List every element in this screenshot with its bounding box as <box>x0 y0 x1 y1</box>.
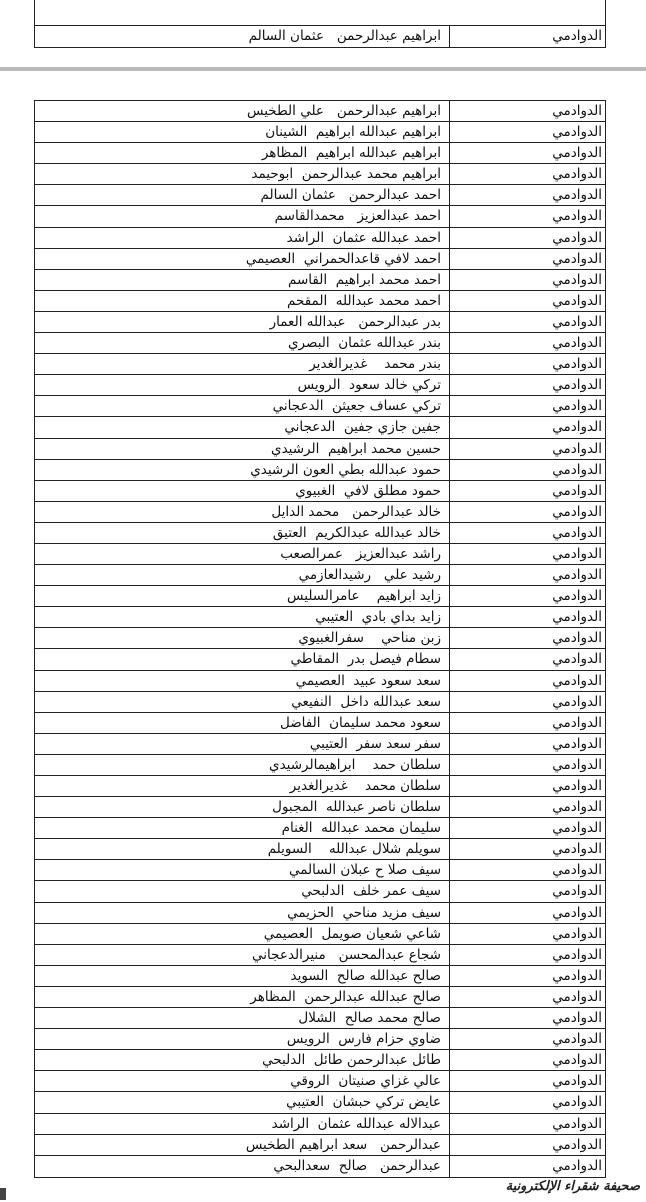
table-row <box>35 460 605 481</box>
column-divider <box>449 291 450 311</box>
name-cell: خالد عبدالرحمن محمد الدايل <box>271 503 441 520</box>
name-cell: عبدالرحمن سعد ابراهيم الطخيس <box>245 1136 441 1153</box>
table-row <box>35 206 605 227</box>
table-row <box>35 417 605 438</box>
region-cell: الدوادمي <box>552 714 602 731</box>
name-cell: سلطان محمد غديرالغدير <box>289 778 441 794</box>
table-row <box>35 1029 605 1050</box>
region-cell: الدوادمي <box>552 187 602 204</box>
column-divider <box>449 206 450 226</box>
region-cell: الدوادمي <box>552 1094 602 1111</box>
name-cell: عبدالاله عبدالله عثمان الراشد <box>271 1115 441 1132</box>
region-cell: الدوادمي <box>552 883 602 900</box>
column-divider <box>449 481 450 501</box>
region-cell: الدوادمي <box>552 503 602 520</box>
region-cell: الدوادمي <box>552 313 602 330</box>
name-cell: سليمان محمد عبدالله الغنام <box>281 820 441 837</box>
table-row <box>35 987 605 1008</box>
table-row <box>35 25 605 47</box>
table-row <box>35 607 605 628</box>
table-row <box>35 333 605 354</box>
column-divider <box>449 649 450 669</box>
column-divider <box>449 354 450 374</box>
region-cell: الدوادمي <box>552 946 602 963</box>
table-row <box>35 481 605 502</box>
column-divider <box>449 628 450 648</box>
page-separator <box>0 67 646 71</box>
region-cell: الدوادمي <box>552 398 602 415</box>
column-divider <box>449 1135 450 1155</box>
name-cell: احمد محمد عبدالله المقحم <box>287 292 441 309</box>
table-row <box>35 839 605 860</box>
table-row <box>35 1050 605 1071</box>
table-row <box>35 945 605 966</box>
column-divider <box>449 1156 450 1177</box>
column-divider <box>449 396 450 416</box>
name-cell: بندر محمد غديرالغدير <box>309 356 441 373</box>
table-row <box>35 523 605 544</box>
table-row <box>35 713 605 734</box>
region-cell: الدوادمي <box>552 925 602 942</box>
column-divider <box>449 881 450 901</box>
name-cell: احمد لافي قاعدالحمراني العصيمي <box>245 250 441 267</box>
column-divider <box>449 544 450 564</box>
column-divider <box>449 143 450 163</box>
name-cell: ابراهيم عبدالله ابراهيم المظاهر <box>261 145 441 162</box>
column-divider <box>449 860 450 880</box>
name-cell: حمود عبدالله بطي العون الرشيدي <box>250 461 441 478</box>
name-cell: ابراهيم عبدالله ابراهيم الشينان <box>265 124 441 141</box>
region-cell: الدوادمي <box>552 250 602 267</box>
region-cell: الدوادمي <box>552 1010 602 1027</box>
name-cell: صالح عبدالله عبدالرحمن المظاهر <box>250 988 441 1005</box>
column-divider <box>449 713 450 733</box>
table-row <box>35 270 605 291</box>
name-cell: سيف مزيد مناحي الحزيمي <box>287 904 441 921</box>
column-divider <box>449 1092 450 1112</box>
table-row <box>35 249 605 270</box>
region-cell: الدوادمي <box>552 419 602 436</box>
table-row <box>35 312 605 333</box>
region-cell: الدوادمي <box>552 988 602 1005</box>
region-cell: الدوادمي <box>552 292 602 309</box>
region-cell: الدوادمي <box>552 461 602 478</box>
column-divider <box>449 523 450 543</box>
table-row <box>35 1135 605 1156</box>
region-cell: الدوادمي <box>552 735 602 752</box>
name-cell: احمد عبدالله عثمان الراشد <box>286 229 441 246</box>
name-cell: صالح عبدالله صالح السويد <box>290 967 441 984</box>
region-cell: الدوادمي <box>552 778 602 794</box>
table-row <box>35 818 605 839</box>
column-divider <box>449 565 450 585</box>
name-cell: احمد عبدالرحمن عثمان السالم <box>260 187 441 204</box>
column-divider <box>449 924 450 944</box>
name-cell: تركي عساف جعيثن الدعجاني <box>272 398 441 415</box>
column-divider <box>449 903 450 923</box>
name-cell: عايض تركي حبشان العتيبي <box>286 1094 441 1111</box>
column-divider <box>449 375 450 395</box>
column-divider <box>449 755 450 775</box>
region-cell: الدوادمي <box>552 103 602 119</box>
table-row <box>35 439 605 460</box>
name-cell: صالح محمد صالح الشلال <box>298 1010 441 1027</box>
table-row <box>35 185 605 206</box>
name-cell: رشيد علي رشيدالعازمي <box>298 567 441 584</box>
region-cell: الدوادمي <box>552 482 602 499</box>
table-row <box>35 586 605 607</box>
column-divider <box>449 185 450 205</box>
name-cell: سيف صلا ح عبلان السالمي <box>288 862 441 879</box>
region-cell: الدوادمي <box>552 208 602 225</box>
name-cell: ضاوي حزام فارس الرويس <box>286 1031 441 1048</box>
region-cell: الدوادمي <box>552 356 602 373</box>
column-divider <box>449 228 450 248</box>
column-divider <box>449 987 450 1007</box>
column-divider <box>449 312 450 332</box>
table-row <box>35 228 605 249</box>
column-divider <box>449 502 450 522</box>
column-divider <box>449 734 450 754</box>
region-cell: الدوادمي <box>552 524 602 541</box>
region-cell: الدوادمي <box>552 756 602 773</box>
table-row <box>35 354 605 375</box>
region-cell: الدوادمي <box>552 145 602 162</box>
table-row <box>35 881 605 902</box>
region-cell: الدوادمي <box>552 1157 602 1174</box>
name-cell: جفين جازي جفين الدعجاني <box>284 419 441 436</box>
column-divider <box>449 1050 450 1070</box>
name-cell: تركي خالد سعود الرويس <box>297 377 441 394</box>
name-cell: سويلم شلال عبدالله السويلم <box>267 841 441 858</box>
region-cell: الدوادمي <box>552 166 602 183</box>
region-cell: الدوادمي <box>552 799 602 816</box>
table-row <box>35 734 605 755</box>
table-row <box>35 1114 605 1135</box>
column-divider <box>449 797 450 817</box>
table-row <box>35 1008 605 1029</box>
region-cell: الدوادمي <box>552 1115 602 1132</box>
region-cell: الدوادمي <box>552 124 602 141</box>
name-cell: سيف عمر خلف الدلبحي <box>301 883 441 900</box>
region-cell: الدوادمي <box>552 672 602 689</box>
column-divider <box>449 1071 450 1091</box>
region-cell: الدوادمي <box>552 567 602 584</box>
name-cell: ابراهيم عبدالرحمن عثمان السالم <box>248 28 441 44</box>
column-divider <box>449 776 450 796</box>
region-cell: الدوادمي <box>552 609 602 626</box>
column-divider <box>449 607 450 627</box>
region-cell: الدوادمي <box>552 1031 602 1048</box>
table-row <box>35 797 605 818</box>
column-divider <box>449 586 450 606</box>
name-cell: احمد عبدالعزيز محمدالقاسم <box>274 208 441 225</box>
table-row <box>35 903 605 924</box>
names-table <box>34 100 606 1178</box>
table-row <box>35 692 605 713</box>
name-cell: شاعي شعيان صويمل العصيمي <box>263 925 441 942</box>
table-row <box>35 1092 605 1113</box>
name-cell: راشد عبدالعزيز عمرالصعب <box>280 545 441 562</box>
region-cell: الدوادمي <box>552 545 602 562</box>
name-cell: زبن مناحي سفرالغبيوي <box>298 630 441 647</box>
table-row <box>35 860 605 881</box>
name-cell: عالي غزاي صنيتان الروقي <box>290 1073 441 1090</box>
name-cell: بندر عبدالله عثمان البصري <box>287 335 441 352</box>
column-divider <box>449 671 450 691</box>
region-cell: الدوادمي <box>552 967 602 984</box>
name-cell: ابراهيم محمد عبدالرحمن ابوحيمد <box>251 166 441 183</box>
name-cell: سعود محمد سليمان الفاضل <box>280 714 441 731</box>
column-divider <box>449 417 450 437</box>
name-cell: سطام فيصل بدر المقاطي <box>290 651 441 668</box>
table-row <box>35 396 605 417</box>
region-cell: الدوادمي <box>552 904 602 921</box>
column-divider <box>449 1008 450 1028</box>
region-cell: الدوادمي <box>552 862 602 879</box>
column-divider <box>449 439 450 459</box>
name-cell: زايد ابراهيم عامرالسليس <box>287 588 441 605</box>
region-cell: الدوادمي <box>552 588 602 605</box>
table-row <box>35 375 605 396</box>
column-divider <box>449 460 450 480</box>
table-row <box>35 1156 605 1177</box>
column-divider <box>449 249 450 269</box>
region-cell: الدوادمي <box>552 28 602 44</box>
region-cell: الدوادمي <box>552 229 602 246</box>
table-row <box>35 1071 605 1092</box>
name-cell: سفر سعد سفر العتيبي <box>309 735 441 752</box>
region-cell: الدوادمي <box>552 377 602 394</box>
region-cell: الدوادمي <box>552 271 602 288</box>
name-cell: سلطان ناصر عبدالله المجبول <box>272 799 441 816</box>
name-cell: ابراهيم عبدالرحمن علي الطخيس <box>246 103 441 119</box>
name-cell: بدر عبدالرحمن عبدالله العمار <box>269 313 441 330</box>
name-cell: شجاع عبدالمحسن منيرالدعجاني <box>252 946 441 963</box>
watermark-logo-text: صحيفة شقراء الإلكترونية <box>505 1179 640 1194</box>
table-row <box>35 291 605 312</box>
table-row <box>35 776 605 797</box>
column-divider <box>449 1029 450 1049</box>
table-row <box>35 671 605 692</box>
region-cell: الدوادمي <box>552 693 602 710</box>
column-divider <box>449 966 450 986</box>
table-row <box>35 502 605 523</box>
name-cell: عبدالرحمن صالح سعدالبحي <box>273 1157 441 1174</box>
table-row <box>35 966 605 987</box>
table-row <box>35 924 605 945</box>
column-divider <box>449 839 450 859</box>
name-cell: طائل عبدالرحمن طائل الدلبحي <box>262 1052 441 1069</box>
table-row <box>35 649 605 670</box>
table-row <box>35 565 605 586</box>
region-cell: الدوادمي <box>552 651 602 668</box>
table-row <box>35 544 605 565</box>
column-divider <box>449 164 450 184</box>
column-divider <box>449 122 450 142</box>
region-cell: الدوادمي <box>552 440 602 457</box>
top-table-fragment <box>34 0 606 48</box>
name-cell: حمود مطلق لافي الغبيوي <box>295 482 441 499</box>
name-cell: حسين محمد ابراهيم الرشيدي <box>271 440 441 457</box>
column-divider <box>449 818 450 838</box>
region-cell: الدوادمي <box>552 820 602 837</box>
name-cell: سعد عبدالله داخل النفيعي <box>291 693 441 710</box>
table-row <box>35 628 605 649</box>
region-cell: الدوادمي <box>552 630 602 647</box>
table-row <box>35 143 605 164</box>
table-row <box>35 122 605 143</box>
corner-mark <box>0 1188 6 1200</box>
name-cell: خالد عبدالله عبدالكريم العتيق <box>272 524 441 541</box>
region-cell: الدوادمي <box>552 1136 602 1153</box>
region-cell: الدوادمي <box>552 1073 602 1090</box>
column-divider <box>449 692 450 712</box>
name-cell: سعد سعود عبيد العصيمي <box>295 672 441 689</box>
table-row <box>35 164 605 185</box>
column-divider <box>449 101 450 121</box>
region-cell: الدوادمي <box>552 1052 602 1069</box>
name-cell: احمد محمد ابراهيم القاسم <box>288 271 441 288</box>
column-divider <box>449 26 450 47</box>
table-row <box>35 755 605 776</box>
column-divider <box>449 270 450 290</box>
column-divider <box>449 333 450 353</box>
name-cell: سلطان حمد ابراهيمالرشيدي <box>269 756 441 773</box>
region-cell: الدوادمي <box>552 335 602 352</box>
table-row <box>35 101 605 122</box>
region-cell: الدوادمي <box>552 841 602 858</box>
name-cell: زايد بداي بادي العتيبي <box>315 609 441 626</box>
column-divider <box>449 1114 450 1134</box>
column-divider <box>449 945 450 965</box>
